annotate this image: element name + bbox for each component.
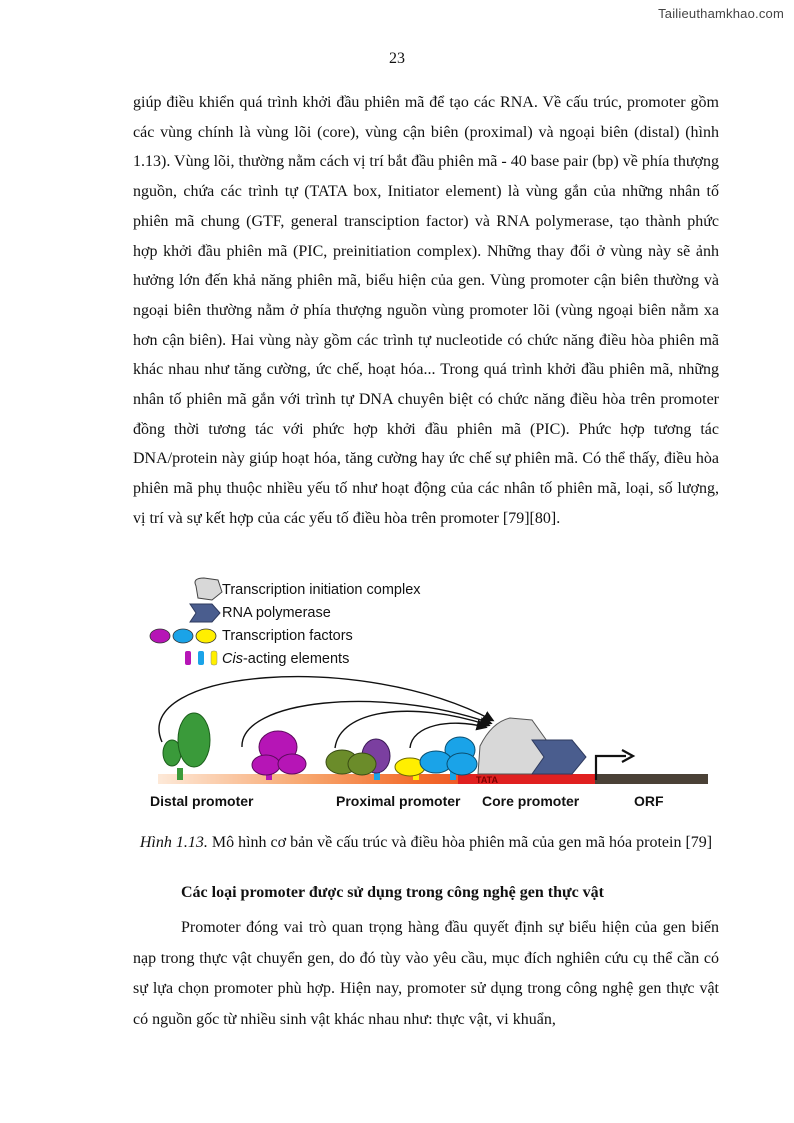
cis-element-green [177, 768, 183, 780]
paragraph-2-text: Promoter đóng vai trò quan trọng hàng đầu quyết định sự biểu hiện của gen biến nạp trong thực vật chuyển gen, do đó tùy vào yêu cầu, mục đích nghiên cứu cụ thể cần có sự lựa chọn promoter phù hợp. Hiện nay, promoter sử dụng trong công nghệ gen thực vật có nguồn gốc từ nhiều sinh vật khác nhau như: thực vật, vi khuẩn, [133, 919, 719, 1028]
watermark: Tailieuthamkhao.com [658, 6, 784, 21]
legend-tf-cyan-icon [173, 629, 193, 643]
legend-transcription-factors-label: Transcription factors [222, 628, 353, 644]
paragraph-2 [133, 913, 719, 1035]
tf-cyan-right [447, 753, 477, 775]
region-label-core: Core promoter [482, 793, 580, 809]
legend-rna-polymerase-label: RNA polymerase [222, 605, 331, 621]
legend-cis-purple-icon [185, 651, 191, 665]
figure-promoter-model [140, 570, 720, 820]
dna-orf-strand [595, 774, 708, 784]
page-number: 23 [389, 50, 405, 67]
region-label-orf: ORF [634, 793, 664, 809]
legend-tf-yellow-icon [196, 629, 216, 643]
legend-cis-suffix: -acting elements [242, 651, 350, 667]
legend-cis-prefix: Cis [222, 651, 243, 667]
promoter-diagram [140, 570, 720, 820]
figure-caption-label: Hình 1.13. [139, 834, 208, 851]
figure-caption-text: Mô hình cơ bản về cấu trúc và điều hòa phiên mã của gen mã hóa protein [79] [207, 834, 713, 851]
legend-initiation-complex-icon [195, 578, 222, 600]
paragraph-1 [133, 88, 719, 534]
region-label-distal: Distal promoter [150, 793, 254, 809]
legend-rna-polymerase-icon [190, 604, 220, 622]
legend-cis-blue-icon [198, 651, 204, 665]
legend-tf-purple-icon [150, 629, 170, 643]
legend-initiation-complex-label: Transcription initiation complex [222, 582, 421, 598]
tata-box-label: TATA [476, 775, 498, 785]
tf-green-large [178, 713, 210, 767]
figure-caption [133, 828, 719, 857]
legend-cis-label [222, 651, 349, 667]
paragraph-1-text: giúp điều khiển quá trình khởi đầu phiên mã để tạo các RNA. Về cấu trúc, promoter gồm các vùng chính là vùng lõi (core), vùng cận biên (proximal) và ngoại biên (distal) (hình 1.13). Vùng lõi, thường nằm cách vị trí bắt đầu phiên mã - 40 base pair (bp) về phía thượng nguồn, chứa các trình tự (TATA box, Initiator element) là vùng gắn của những nhân tố phiên mã chung (GTF, general transciption factor) và RNA polymerase, tạo thành phức hợp khởi đầu phiên mã (PIC, preinitiation complex). Những thay đổi ở vùng này sẽ ảnh hưởng lớn đến khả năng phiên mã, biểu hiện của gen. Vùng promoter cận biên thường và ngoại biên thường nằm ở phía thượng nguồn vùng promoter lõi (vùng ngoại biên nằm xa hơn cận biên). Hai vùng này gồm các trình tự nucleotide có chức năng điều hòa phiên mã khác nhau như tăng cường, ức chế, hoạt hóa... Trong quá trình khởi đầu phiên mã, những nhân tố phiên mã gắn với trình tự DNA chuyên biệt có chức năng điều hòa trên promoter đồng thời tương tác với phức hợp khởi đầu phiên mã (PIC). Phức hợp tương tác DNA/protein này giúp hoạt hóa, tăng cường hay ức chế sự phiên mã. Có thể thấy, điều hòa phiên mã phụ thuộc nhiều yếu tố như hoạt động của các nhân tố phiên mã, loại, số lượng, vị trí và sự kết hợp của các yếu tố điều hòa trên promoter [79][80]. [133, 94, 719, 527]
tf-purple-right [278, 754, 306, 774]
tf-olive-2 [348, 753, 376, 775]
tf-purple-left [252, 755, 280, 775]
section-heading: Các loại promoter được sử dụng trong công nghệ gen thực vật [181, 884, 605, 901]
legend-cis-yellow-icon [211, 651, 217, 665]
region-label-proximal: Proximal promoter [336, 793, 461, 809]
